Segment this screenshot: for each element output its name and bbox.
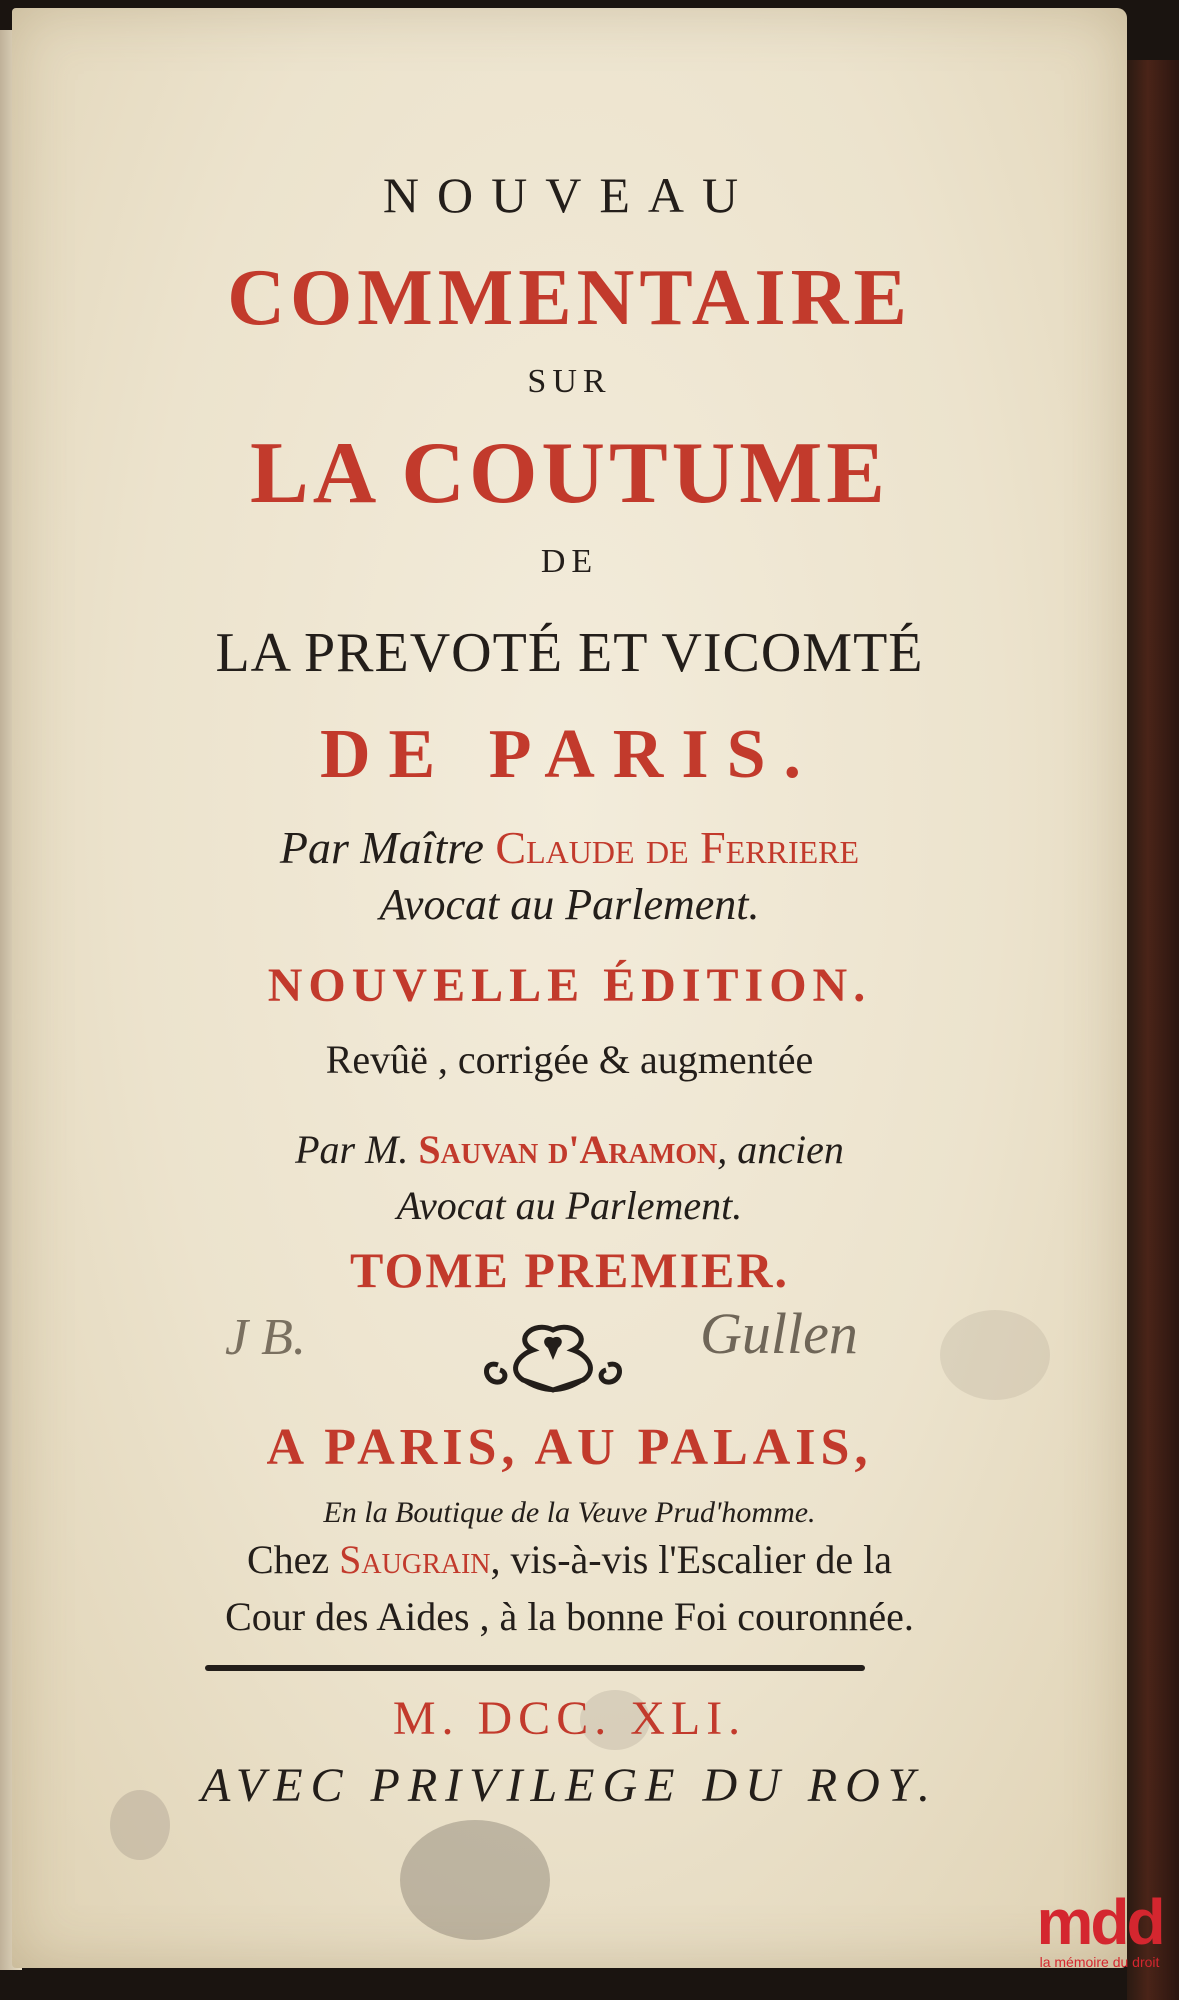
- publisher-name: Saugrain: [339, 1537, 491, 1582]
- author-line: [12, 822, 1127, 873]
- author-name: Claude de Ferriere: [495, 822, 860, 873]
- reviser-suffix: , ancien: [717, 1127, 844, 1172]
- reviser-prefix: Par M.: [295, 1127, 419, 1172]
- reviser-line: [12, 1127, 1127, 1172]
- imprint-year: M. DCC. XLI.: [392, 1692, 747, 1745]
- watermark-mark: mdd: [1036, 1886, 1163, 1958]
- imprint-place: A PARIS, AU PALAIS,: [266, 1419, 873, 1476]
- book-cover-edge: [1127, 60, 1179, 2000]
- watermark-logo: [1022, 1886, 1177, 1995]
- title-line-nouveau: NOUVEAU: [382, 167, 757, 223]
- edition-line: NOUVELLE ÉDITION.: [267, 959, 872, 1012]
- title-line-prevote-vicomte: LA PREVOTÉ ET VICOMTÉ: [215, 622, 924, 684]
- imprint-shop: En la Boutique de la Veuve Prud'homme.: [323, 1496, 816, 1529]
- watermark-tagline: la mémoire du droit: [1039, 1954, 1160, 1970]
- author-title: Avocat au Parlement.: [379, 880, 760, 929]
- title-line-de-paris: DE PARIS.: [319, 716, 820, 793]
- revision-line: Revûë , corrigée & augmentée: [325, 1037, 814, 1082]
- title-line-de: DE: [540, 543, 599, 580]
- title-line-sur: SUR: [527, 363, 612, 400]
- handwritten-signature: Gullen: [700, 1301, 858, 1366]
- author-prefix: Par Maître: [279, 822, 496, 873]
- publisher-suffix: , vis-à-vis l'Escalier de la: [490, 1537, 893, 1582]
- imprint-address: Cour des Aides , à la bonne Foi couronnée.: [225, 1594, 914, 1639]
- privilege-line: AVEC PRIVILEGE DU ROY.: [200, 1759, 939, 1812]
- title-line-la-coutume: LA COUTUME: [250, 425, 889, 522]
- horizontal-rule: [205, 1665, 865, 1671]
- publisher-prefix: Chez: [246, 1537, 340, 1582]
- printer-ornament-icon: [478, 1320, 628, 1400]
- volume-line: TOME PREMIER.: [350, 1242, 789, 1298]
- reviser-name: Sauvan d'Aramon: [418, 1127, 718, 1172]
- handwritten-mark-left: J B.: [225, 1309, 306, 1366]
- imprint-publisher: [12, 1537, 1127, 1582]
- title-line-commentaire: COMMENTAIRE: [227, 254, 912, 342]
- reviser-title: Avocat au Parlement.: [396, 1183, 743, 1228]
